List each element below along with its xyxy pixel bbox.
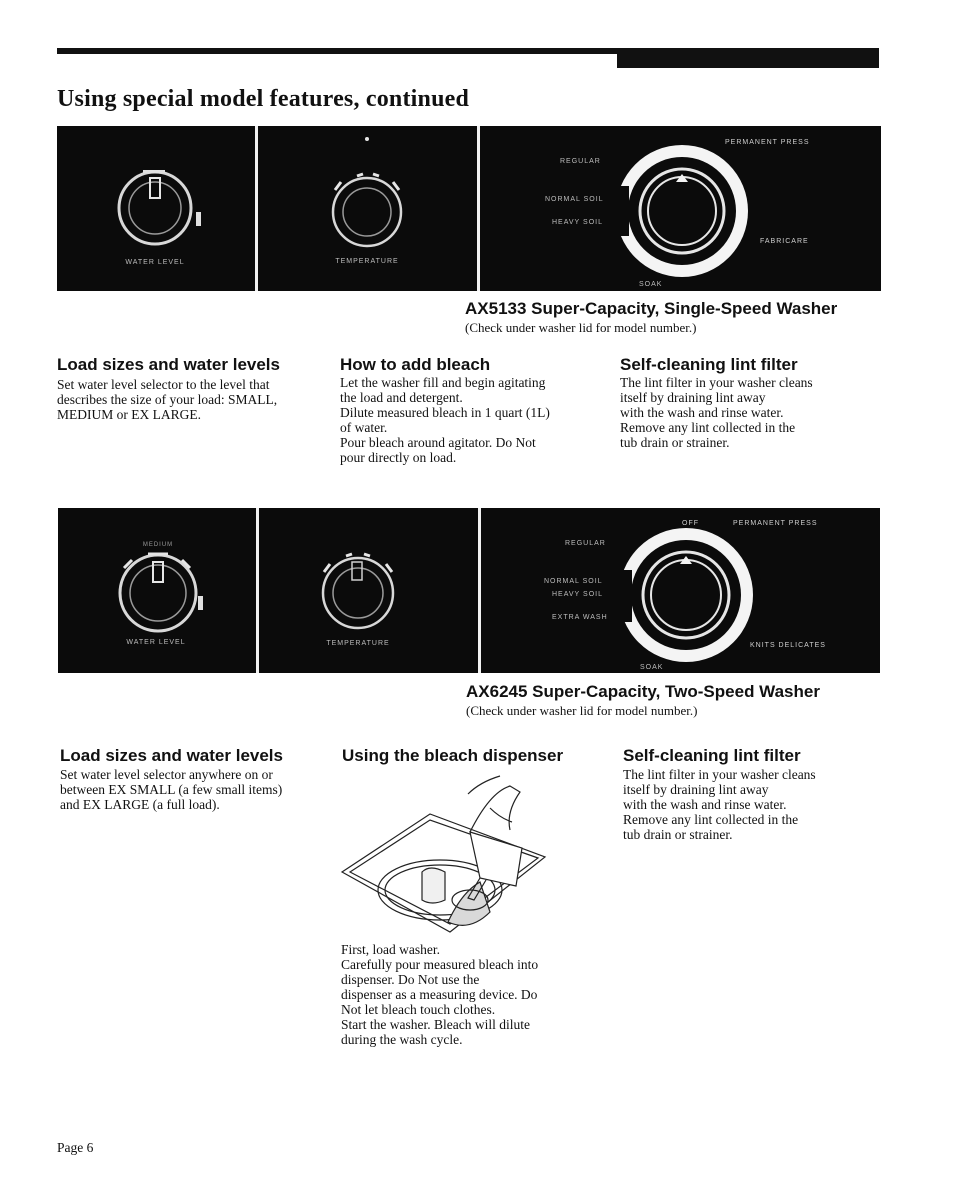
text-line: of water. (340, 420, 388, 435)
timer-soak-label: SOAK (639, 281, 663, 288)
timer-normal-soil-label: NORMAL SOIL (545, 196, 604, 203)
timer-regular-label: REGULAR (560, 158, 601, 165)
timer-soak-label: SOAK (640, 664, 664, 671)
text-line: The lint filter in your washer cleans (623, 767, 816, 782)
water-level-label: WATER LEVEL (126, 639, 186, 646)
timer-dial (615, 145, 748, 277)
temperature-label: TEMPERATURE (326, 640, 390, 647)
heading-lint-filter-2: Self-cleaning lint filter (623, 746, 801, 765)
heading-bleach-dispenser: Using the bleach dispenser (342, 746, 564, 765)
temperature-label: TEMPERATURE (335, 258, 399, 265)
text-line: Pour bleach around agitator. Do Not (340, 435, 536, 450)
text-line: tub drain or strainer. (623, 827, 733, 842)
water-level-dial (120, 554, 203, 631)
heading-load-sizes-2: Load sizes and water levels (60, 746, 283, 765)
text-line: itself by draining lint away (623, 782, 769, 797)
lint-filter-2-text (623, 767, 816, 842)
timer-regular-label: REGULAR (565, 540, 606, 547)
text-line: Let the washer fill and begin agitating (340, 375, 546, 390)
text-line: Start the washer. Bleach will dilute (341, 1017, 530, 1032)
bleach-dispenser-text (341, 942, 538, 1047)
timer-normal-soil-label: NORMAL SOIL (544, 578, 603, 585)
header-tab (617, 48, 879, 68)
timer-knits-delicates-label: KNITS DELICATES (750, 642, 826, 649)
heading-load-sizes-1: Load sizes and water levels (57, 355, 280, 374)
lint-filter-1-text (620, 375, 813, 450)
timer-heavy-soil-label: HEAVY SOIL (552, 219, 603, 226)
text-line: itself by draining lint away (620, 390, 766, 405)
timer-heavy-soil-label: HEAVY SOIL (552, 591, 603, 598)
model-title-ax5133: AX5133 Super-Capacity, Single-Speed Washer (465, 299, 838, 318)
water-level-medium-label: MEDIUM (142, 542, 174, 548)
text-line: Set water level selector anywhere on or (60, 767, 273, 782)
timer-off-label: OFF (682, 520, 699, 527)
text-line: with the wash and rinse water. (620, 405, 784, 420)
text-line: First, load washer. (341, 942, 440, 957)
text-line: with the wash and rinse water. (623, 797, 787, 812)
heading-add-bleach: How to add bleach (340, 355, 491, 374)
text-line: Set water level selector to the level that (57, 377, 270, 392)
water-level-dial (119, 170, 201, 244)
text-line: the load and detergent. (340, 390, 463, 405)
model-title-ax6245: AX6245 Super-Capacity, Two-Speed Washer (466, 682, 820, 701)
model-note-ax6245: (Check under washer lid for model number.) (466, 703, 698, 718)
text-line: pour directly on load. (340, 450, 457, 465)
text-line: Not let bleach touch clothes. (341, 1002, 496, 1017)
temperature-dial (333, 137, 401, 246)
water-level-label: WATER LEVEL (125, 259, 185, 266)
temperature-dial (323, 554, 393, 628)
text-line: and EX LARGE (a full load). (60, 797, 220, 812)
text-line: during the wash cycle. (341, 1032, 463, 1047)
control-panel-photo-2 (58, 508, 880, 673)
load-sizes-2-text (60, 767, 282, 812)
text-line: dispenser. Do Not use the (341, 972, 480, 987)
timer-dial (618, 528, 753, 662)
page-number: Page 6 (57, 1140, 94, 1155)
text-line: The lint filter in your washer cleans (620, 375, 813, 390)
model-note-ax5133: (Check under washer lid for model number.) (465, 320, 697, 335)
bleach-dispenser-illustration (340, 772, 555, 942)
load-sizes-1-text (57, 377, 277, 422)
text-line: Carefully pour measured bleach into (341, 957, 539, 972)
timer-permanent-press-label: PERMANENT PRESS (733, 520, 818, 527)
add-bleach-text (340, 375, 550, 465)
text-line: dispenser as a measuring device. Do (341, 987, 538, 1002)
control-panel-photo-1 (57, 126, 881, 291)
text-line: Dilute measured bleach in 1 quart (1L) (340, 405, 550, 420)
timer-permanent-press-label: PERMANENT PRESS (725, 139, 810, 146)
timer-extra-wash-label: EXTRA WASH (552, 614, 608, 621)
text-line: describes the size of your load: SMALL, (57, 392, 278, 407)
timer-fabricare-label: FABRICARE (760, 238, 809, 245)
text-line: Remove any lint collected in the (623, 812, 799, 827)
text-line: between EX SMALL (a few small items) (60, 782, 283, 797)
page-title: Using special model features, continued (57, 86, 470, 112)
text-line: tub drain or strainer. (620, 435, 730, 450)
text-line: Remove any lint collected in the (620, 420, 796, 435)
heading-lint-filter-1: Self-cleaning lint filter (620, 355, 798, 374)
text-line: MEDIUM or EX LARGE. (57, 407, 201, 422)
